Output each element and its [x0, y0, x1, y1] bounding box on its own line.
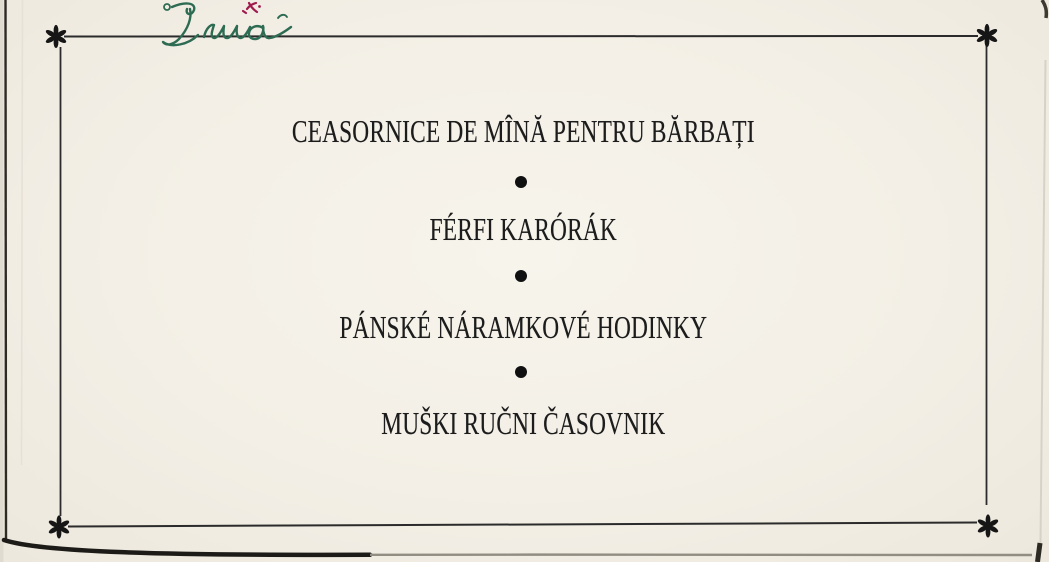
red-ink-mark	[243, 3, 261, 13]
text-line-serbocroatian: MUŠKI RUČNI ČASOVNIK	[381, 405, 666, 441]
text-line-czech: PÁNSKÉ NÁRAMKOVÉ HODINKY	[339, 309, 708, 345]
text-line-hungarian: FÉRFI KARÓRÁK	[429, 211, 617, 247]
handwritten-word	[163, 3, 291, 45]
text-line-romanian: CEASORNICE DE MÎNĂ PENTRU BĂRBAȚI	[291, 113, 755, 149]
